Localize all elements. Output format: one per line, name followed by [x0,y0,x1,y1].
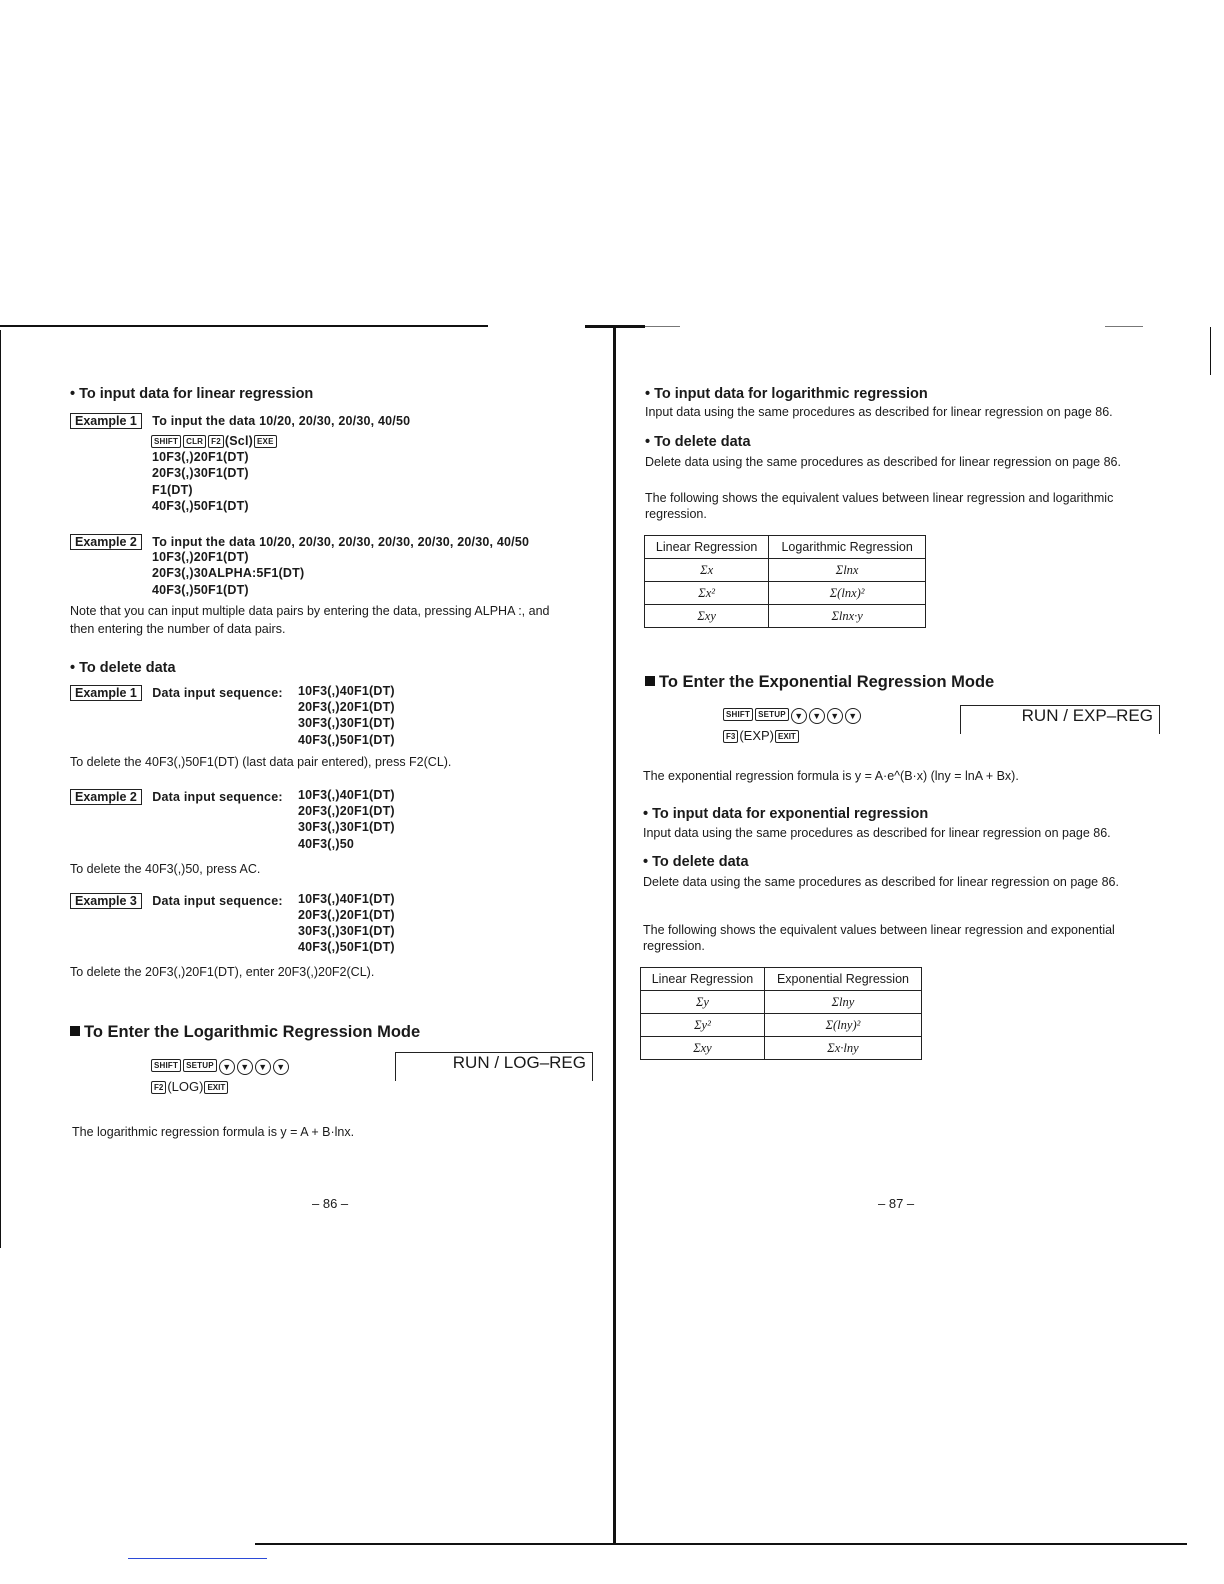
left-margin-rule [0,330,1,1248]
cursor-down-icon: ▼ [809,708,825,724]
right-page-number: – 87 – [878,1196,915,1211]
left-ex1-keyline [150,434,278,448]
left-example2 [70,533,529,551]
table-header-row [641,968,922,991]
exp-delete-body: Delete data using the same procedures as described for linear regression on page 86. [643,875,1119,889]
del-ex1-note: To delete the 40F3(,)50F1(DT) (last data pair entered), press F2(CL). [70,755,452,769]
display-mode-text: LOG–REG [503,1053,586,1072]
cursor-down-icon: ▼ [845,708,861,724]
f3-key-icon: F3 [723,730,738,743]
left-ex1-line: F1(DT) [152,483,193,497]
sequence-prefix: Data input sequence: [152,894,283,908]
exp-delete-heading: • To delete data [643,854,749,870]
exp-keyline-2 [722,728,800,743]
exp-equivalence-table [640,967,922,1060]
table-cell: Σx [645,559,769,582]
table-cell: Σy [641,991,765,1014]
log-mode-heading-text: To Enter the Logarithmic Regression Mode [84,1023,421,1041]
shift-key-icon: SHIFT [151,435,181,448]
del-ex1-line: 20F3(,)20F1(DT) [298,700,395,714]
del-ex2-line: 10F3(,)40F1(DT) [298,788,395,802]
left-ex1-line: 20F3(,)30F1(DT) [152,466,249,480]
exp-input-body: Input data using the same procedures as described for linear regression on page 86. [643,826,1111,840]
clr-key-icon: CLR [183,435,206,448]
right-delete-heading: • To delete data [645,434,751,450]
shift-key-icon: SHIFT [151,1059,181,1072]
del-ex2-line: 40F3(,)50 [298,837,354,851]
del-ex2-line: 20F3(,)20F1(DT) [298,804,395,818]
right-equiv-intro-1: The following shows the equivalent values between linear regression and logarithmic [645,491,1114,505]
table-cell: Σlnx [769,559,926,582]
example-label: Example 3 [70,893,142,909]
setup-key-icon: SETUP [183,1059,217,1072]
sequence-prefix: Data input sequence: [152,686,283,700]
cursor-down-icon: ▼ [273,1059,289,1075]
bottom-rule [255,1543,1187,1545]
table-cell: Σxy [645,605,769,628]
display-mode-text: EXP–REG [1072,706,1153,725]
right-input-heading: • To input data for logarithmic regression [645,386,928,402]
cursor-down-icon: ▼ [827,708,843,724]
table-row [645,559,926,582]
left-note-line2: then entering the number of data pairs. [70,622,286,636]
table-header: Logarithmic Regression [769,536,926,559]
example-label: Example 2 [70,534,142,550]
example-label: Example 1 [70,685,142,701]
shift-key-icon: SHIFT [723,708,753,721]
top-rule-left [0,325,488,327]
exp-mode-heading [645,673,994,692]
left-delete-heading: • To delete data [70,660,176,676]
log-formula: The logarithmic regression formula is y = A + B·lnx. [72,1125,355,1139]
exp-input-heading: • To input data for exponential regression [643,806,929,822]
right-delete-body: Delete data using the same procedures as described for linear regression on page 86. [645,455,1121,469]
sequence-prefix: Data input sequence: [152,790,283,804]
center-fold-wedge [585,325,645,328]
left-input-heading: • To input data for linear regression [70,386,314,402]
table-row [641,1037,922,1060]
section-square-icon [645,676,655,686]
setup-key-icon: SETUP [755,708,789,721]
table-header: Linear Regression [641,968,765,991]
exp-equiv-intro-2: regression. [643,939,705,953]
exp-mode-heading-text: To Enter the Exponential Regression Mode [659,673,995,691]
table-cell: Σlny [764,991,921,1014]
left-ex1-line: 40F3(,)50F1(DT) [152,499,249,513]
footer-link-rule [128,1558,267,1559]
del-ex3-line: 20F3(,)20F1(DT) [298,908,395,922]
example-label: Example 1 [70,413,142,429]
exit-key-icon: EXIT [204,1081,228,1094]
scl-label: (Scl) [224,434,253,448]
left-ex1-line: 10F3(,)20F1(DT) [152,450,249,464]
left-del-example1 [70,684,283,702]
left-page-number: – 86 – [312,1196,349,1211]
table-cell: Σx·lny [764,1037,921,1060]
cursor-down-icon: ▼ [255,1059,271,1075]
left-del-example3 [70,892,283,910]
del-ex3-line: 30F3(,)30F1(DT) [298,924,395,938]
table-header: Linear Regression [645,536,769,559]
cursor-down-icon: ▼ [237,1059,253,1075]
example-title: To input the data 10/20, 20/30, 20/30, 40/50 [152,414,411,428]
table-row [641,1014,922,1037]
exit-key-icon: EXIT [775,730,799,743]
log-keyline-2 [150,1079,229,1094]
del-ex1-line: 10F3(,)40F1(DT) [298,684,395,698]
table-row [641,991,922,1014]
center-fold [613,327,616,1545]
display-run-text: RUN [452,1053,490,1072]
log-mode-heading [70,1023,420,1042]
example-title: To input the data 10/20, 20/30, 20/30, 20/30, 20/30, 20/30, 40/50 [152,535,530,549]
cursor-down-icon: ▼ [219,1059,235,1075]
del-ex3-note: To delete the 20F3(,)20F1(DT), enter 20F3(,)20F2(CL). [70,965,375,979]
table-cell: Σlnx·y [769,605,926,628]
right-margin-rule [1210,327,1211,375]
left-note-line1: Note that you can input multiple data pairs by entering the data, pressing ALPHA :, and [70,604,550,618]
left-example1 [70,412,410,430]
log-mode-display [395,1052,593,1081]
left-ex2-line: 40F3(,)50F1(DT) [152,583,249,597]
example-label: Example 2 [70,789,142,805]
del-ex2-line: 30F3(,)30F1(DT) [298,820,395,834]
table-header: Exponential Regression [764,968,921,991]
right-input-body: Input data using the same procedures as described for linear regression on page 86. [645,405,1113,419]
table-cell: Σy² [641,1014,765,1037]
top-rule-right-1 [640,326,680,327]
table-cell: Σx² [645,582,769,605]
cursor-down-icon: ▼ [791,708,807,724]
exp-formula: The exponential regression formula is y = A·e^(B·x) (lny = lnA + Bx). [643,769,1019,783]
exp-label: (EXP) [739,728,775,743]
log-equivalence-table [644,535,926,628]
del-ex3-line: 10F3(,)40F1(DT) [298,892,395,906]
section-square-icon [70,1026,80,1036]
exe-key-icon: EXE [254,435,277,448]
right-equiv-intro-2: regression. [645,507,707,521]
exp-equiv-intro-1: The following shows the equivalent values between linear regression and exponential [643,923,1115,937]
left-ex2-line: 10F3(,)20F1(DT) [152,550,249,564]
table-cell: Σxy [641,1037,765,1060]
del-ex1-line: 40F3(,)50F1(DT) [298,733,395,747]
left-del-example2 [70,788,283,806]
f2-key-icon: F2 [208,435,224,448]
del-ex2-note: To delete the 40F3(,)50, press AC. [70,862,261,876]
table-cell: Σ(lnx)² [769,582,926,605]
display-slash: / [494,1053,504,1072]
table-row [645,582,926,605]
f2-key-icon: F2 [151,1081,166,1094]
log-label: (LOG) [167,1079,204,1094]
table-row [645,605,926,628]
top-rule-right-2 [1105,326,1143,327]
exp-keyline-1 [722,707,862,724]
exp-mode-display [960,705,1160,734]
log-keyline-1 [150,1058,290,1075]
del-ex3-line: 40F3(,)50F1(DT) [298,940,395,954]
table-cell: Σ(lny)² [764,1014,921,1037]
display-run-text: RUN [1021,706,1059,725]
left-ex2-line: 20F3(,)30ALPHA:5F1(DT) [152,566,305,580]
del-ex1-line: 30F3(,)30F1(DT) [298,716,395,730]
table-header-row [645,536,926,559]
display-slash: / [1063,706,1073,725]
